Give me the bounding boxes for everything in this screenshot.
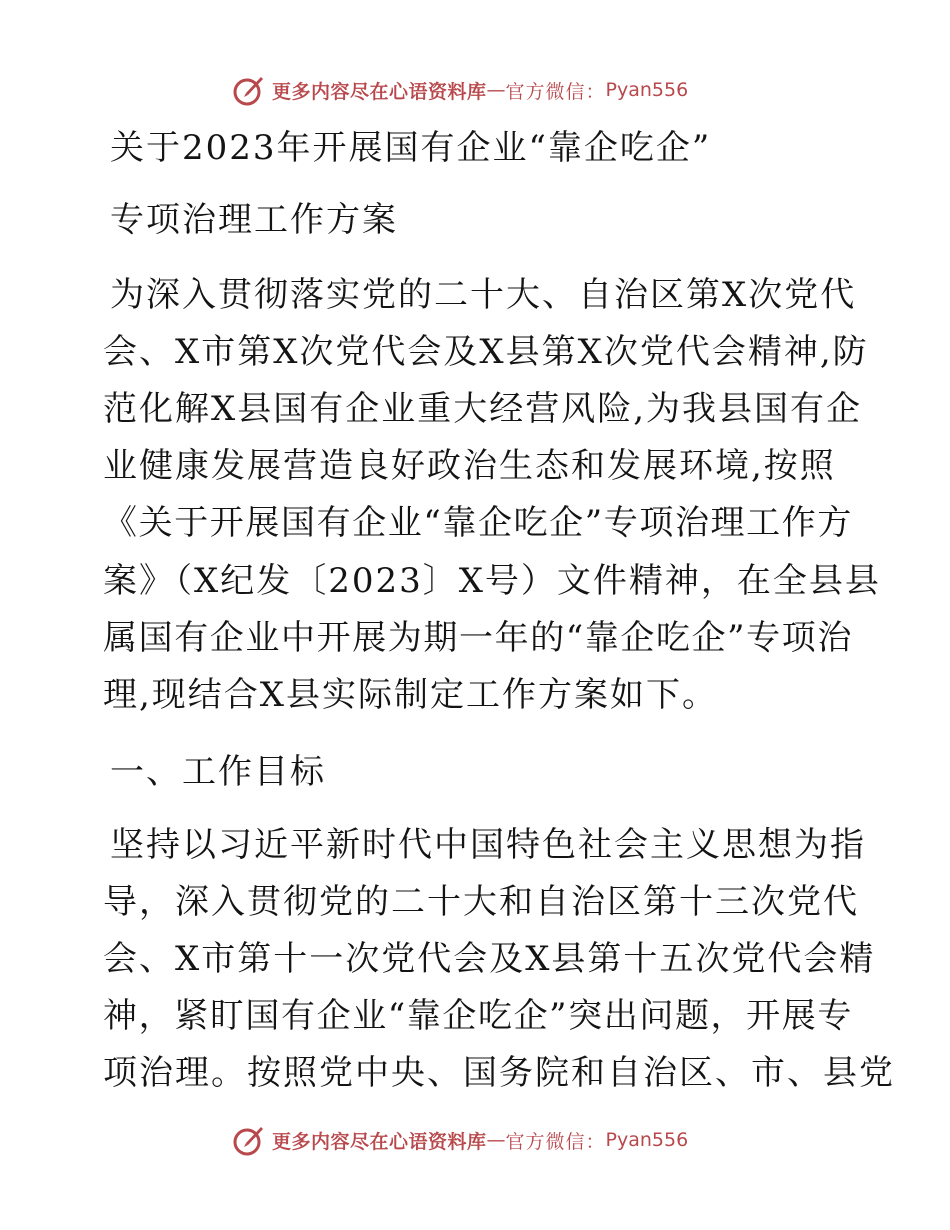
banner-account-id: Pyan556 xyxy=(605,1129,689,1151)
intro-paragraph-line: 业健康发展营造良好政治生态和发展环境,按照 xyxy=(103,446,836,486)
section-1-paragraph-line: 导，深入贯彻党的二十大和自治区第十三次党代 xyxy=(103,882,859,922)
pen-nib-circle-icon xyxy=(232,1123,266,1157)
section-1-paragraph-line: 坚持以习近平新时代中国特色社会主义思想为指 xyxy=(110,825,866,865)
document-title-line-1: 关于2023年开展国有企业“靠企吃企” xyxy=(110,128,712,168)
intro-paragraph-line: 理,现结合X县实际制定工作方案如下。 xyxy=(103,675,719,715)
banner-account-id: Pyan556 xyxy=(605,79,689,101)
banner-brand-text: 更多内容尽在心语资料库 xyxy=(272,80,487,103)
banner-brand-text: 更多内容尽在心语资料库 xyxy=(272,1130,487,1153)
section-1-heading: 一、工作目标 xyxy=(110,752,326,792)
footer-banner xyxy=(232,1120,688,1160)
intro-paragraph-line: 为深入贯彻落实党的二十大、自治区第X次党代 xyxy=(110,275,857,315)
pen-nib-circle-icon xyxy=(232,73,266,107)
intro-paragraph-line: 案》（X纪发〔2023〕X号）文件精神，在全县县 xyxy=(103,561,881,601)
intro-paragraph-line: 范化解X县国有企业重大经营风险,为我县国有企 xyxy=(103,389,863,429)
banner-separator: — xyxy=(486,79,506,101)
banner-separator: — xyxy=(486,1129,506,1151)
intro-paragraph-line: 《关于开展国有企业“靠企吃企”专项治理工作方 xyxy=(103,503,853,543)
document-title-line-2: 专项治理工作方案 xyxy=(110,200,398,240)
banner-official-label: 官方微信： xyxy=(505,1130,606,1153)
section-1-paragraph-line: 神，紧盯国有企业“靠企吃企”突出问题，开展专 xyxy=(103,996,853,1036)
intro-paragraph-line: 会、X市第X次党代会及X县第X次党代会精神,防 xyxy=(103,332,869,372)
intro-paragraph-line: 属国有企业中开展为期一年的“靠企吃企”专项治 xyxy=(103,618,853,658)
section-1-paragraph-line: 项治理。按照党中央、国务院和自治区、市、县党 xyxy=(103,1053,895,1093)
section-1-paragraph-line: 会、X市第十一次党代会及X县第十五次党代会精 xyxy=(103,939,876,979)
banner-official-label: 官方微信： xyxy=(505,80,606,103)
header-banner xyxy=(232,70,688,110)
